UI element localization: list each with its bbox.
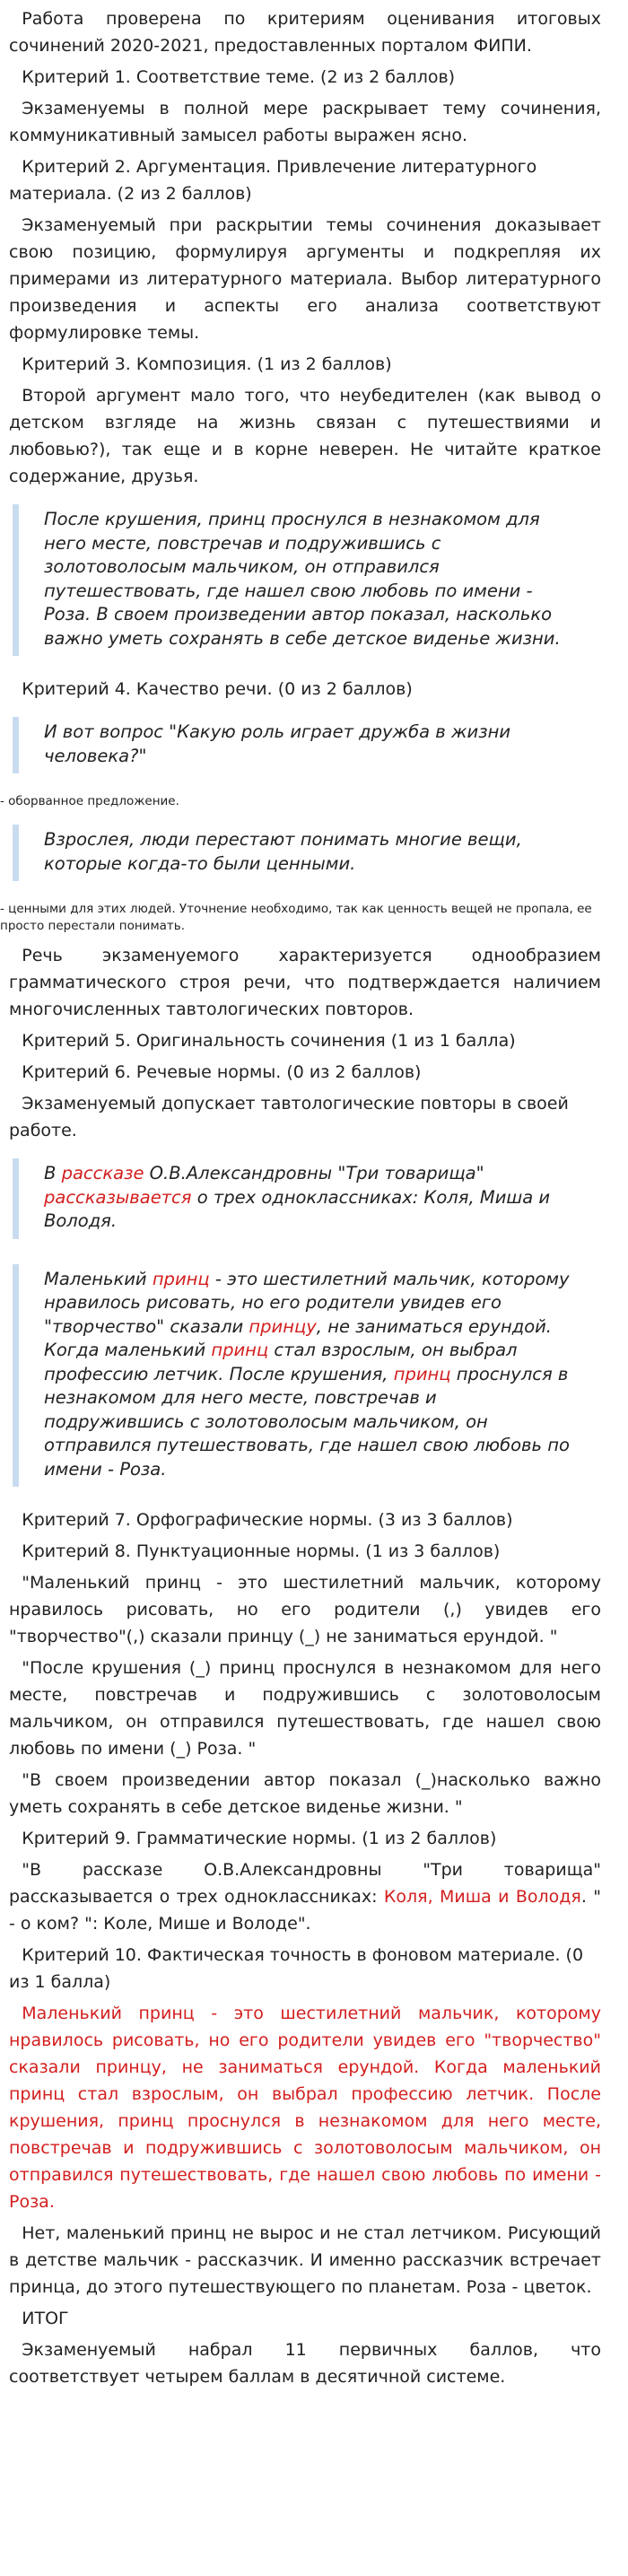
quote-segment: стал взрослым, он выбрал профессию летчик. После крушения, [44, 1340, 518, 1384]
criterion-4-note-1: - оборванное предложение. [0, 794, 179, 808]
summary-text: Экзаменуемый набрал 11 первичных баллов, что соответствует четырем баллам в десятичной системе. [9, 2340, 601, 2387]
tautology-highlight: принц [393, 1363, 451, 1384]
quote-segment: - это шестилетний мальчик, которому нравилось рисовать, но его родители увидев его "творчество" сказали [44, 1268, 570, 1337]
criterion-7-title: Критерий 7. Орфографические нормы. (3 из 3 баллов) [22, 1510, 513, 1530]
criterion-6-title: Критерий 6. Речевые нормы. (0 из 2 баллов) [22, 1062, 422, 1082]
criterion-1-text: Экзаменуемы в полной мере раскрывает тему сочинения, коммуникативный замысел работы выражен ясно. [9, 99, 601, 145]
text-segment: "В рассказе О.В.Александровны "Три товарища" рассказывается о трех одноклассниках: [9, 1860, 601, 1907]
summary-title: ИТОГ [22, 2309, 69, 2328]
criterion-9-text [9, 1856, 601, 1937]
tautology-highlight: принцу [249, 1315, 317, 1337]
criterion-8-item-3: "В своем произведении автор показал (_)насколько важно уметь сохранять в себе детское виденье жизни. " [9, 1770, 601, 1817]
criterion-4-text: Речь экзаменуемого характеризуется однообразием грамматического строя речи, что подтверждается наличием многочисленных тавтологических повторов. [9, 946, 601, 1019]
quote-segment: о трех одноклассниках: Коля, Миша и Володя. [44, 1186, 551, 1231]
criterion-1-title: Критерий 1. Соответствие теме. (2 из 2 баллов) [22, 67, 456, 87]
quote-segment: Маленький [44, 1268, 153, 1289]
criterion-4-title: Критерий 4. Качество речи. (0 из 2 баллов) [22, 679, 413, 699]
criterion-5-title: Критерий 5. Оригинальность сочинения (1 из 1 балла) [22, 1031, 516, 1051]
criterion-3-quote [13, 504, 601, 656]
criterion-4-quote-1 [13, 717, 601, 773]
criterion-9-title: Критерий 9. Грамматические нормы. (1 из 2 баллов) [22, 1829, 497, 1848]
criterion-10-title: Критерий 10. Фактическая точность в фоновом материале. (0 из 1 балла) [9, 1945, 584, 1992]
criterion-10-text: Нет, маленький принц не вырос и не стал летчиком. Рисующий в детстве мальчик - рассказчик. И именно рассказчик встречает принца, до этого путешествующего по планетам. Роза - цветок. [9, 2223, 601, 2297]
criterion-8-item-1: "Маленький принц - это шестилетний мальчик, которому нравилось рисовать, но его родители (,) увидев его "творчество"(,) сказали принцу (_) не заниматься ерундой. " [9, 1573, 601, 1646]
quote-text [44, 1162, 581, 1234]
tautology-highlight: принц [152, 1268, 210, 1289]
intro-paragraph: Работа проверена по критериям оценивания итоговых сочинений 2020-2021, предоставленных порталом ФИПИ. [9, 9, 601, 56]
quote-segment: проснулся в незнакомом для него месте, повстречав и подружившись с золотоволосым мальчиком, он отправился путешествовать, где нашел свою любовь по имени - Роза. [44, 1363, 570, 1480]
quote-segment: О.В.Александровны "Три товарища" [144, 1163, 484, 1183]
quote-segment: , не заниматься ерундой. Когда маленький [44, 1315, 552, 1360]
tautology-highlight: рассказе [61, 1163, 144, 1183]
quote-text [44, 1268, 581, 1482]
quote-text: И вот вопрос "Какую роль играет дружба в жизни человека?" [44, 721, 510, 766]
quote-text: После крушения, принц проснулся в незнакомом для него месте, повстречав и подружившись с золотоволосым мальчиком, он отправился путешествовать, где нашел свою любовь по имени - Роза. В своем произведении автор показал, насколько важно уметь сохранять в себе детское виденье жизни. [44, 509, 561, 649]
criterion-10-quote: Маленький принц - это шестилетний мальчик, которому нравилось рисовать, но его родители увидев его "творчество" сказали принцу, не заниматься ерундой. Когда маленький принц стал взрослым, он выбрал профессию летчик. После крушения, принц проснулся в незнакомом для него месте, повстречав и подружившись с золотоволосым мальчиком, он отправился путешествовать, где нашел свою любовь по имени - Роза. [9, 2004, 601, 2212]
criterion-4-quote-2 [13, 825, 601, 881]
criterion-8-item-2: "После крушения (_) принц проснулся в незнакомом для него месте, повстречав и подружившись с золотоволосым мальчиком, он отправился путешествовать, где нашел свою любовь по имени (_) Роза. " [9, 1658, 601, 1759]
criterion-8-title: Критерий 8. Пунктуационные нормы. (1 из 3 баллов) [22, 1541, 501, 1561]
quote-segment: В [44, 1163, 62, 1183]
quote-text: Взрослея, люди перестают понимать многие вещи, которые когда-то были ценными. [44, 829, 522, 874]
criterion-2-title: Критерий 2. Аргументация. Привлечение литературного материала. (2 из 2 баллов) [9, 157, 537, 204]
tautology-highlight: принц [211, 1340, 269, 1360]
criterion-3-text: Второй аргумент мало того, что неубедителен (как вывод о детском взгляде на жизнь связан с путешествиями и любовью?), так еще и в корне неверен. Не читайте краткое содержание, друзья. [9, 386, 601, 486]
criterion-2-text: Экзаменуемый при раскрытии темы сочинения доказывает свою позицию, формулируя аргументы и подкрепляя их примерами из литературного материала. Выбор литературного произведения и аспекты его анализа соответствуют формулировке темы. [9, 215, 601, 343]
error-highlight: Коля, Миша и Володя [383, 1887, 581, 1907]
criterion-6-text: Экзаменуемый допускает тавтологические повторы в своей работе. [9, 1094, 569, 1140]
criterion-3-title: Критерий 3. Композиция. (1 из 2 баллов) [22, 354, 392, 374]
criterion-6-quote-2 [13, 1264, 601, 1488]
criterion-6-quote-1 [13, 1158, 601, 1239]
text-segment: . " - о ком? ": Коле, Мише и Володе". [9, 1887, 601, 1934]
tautology-highlight: рассказывается [44, 1186, 192, 1208]
criterion-4-note-2: - ценными для этих людей. Уточнение необходимо, так как ценность вещей не пропала, ее просто перестали понимать. [0, 902, 592, 933]
